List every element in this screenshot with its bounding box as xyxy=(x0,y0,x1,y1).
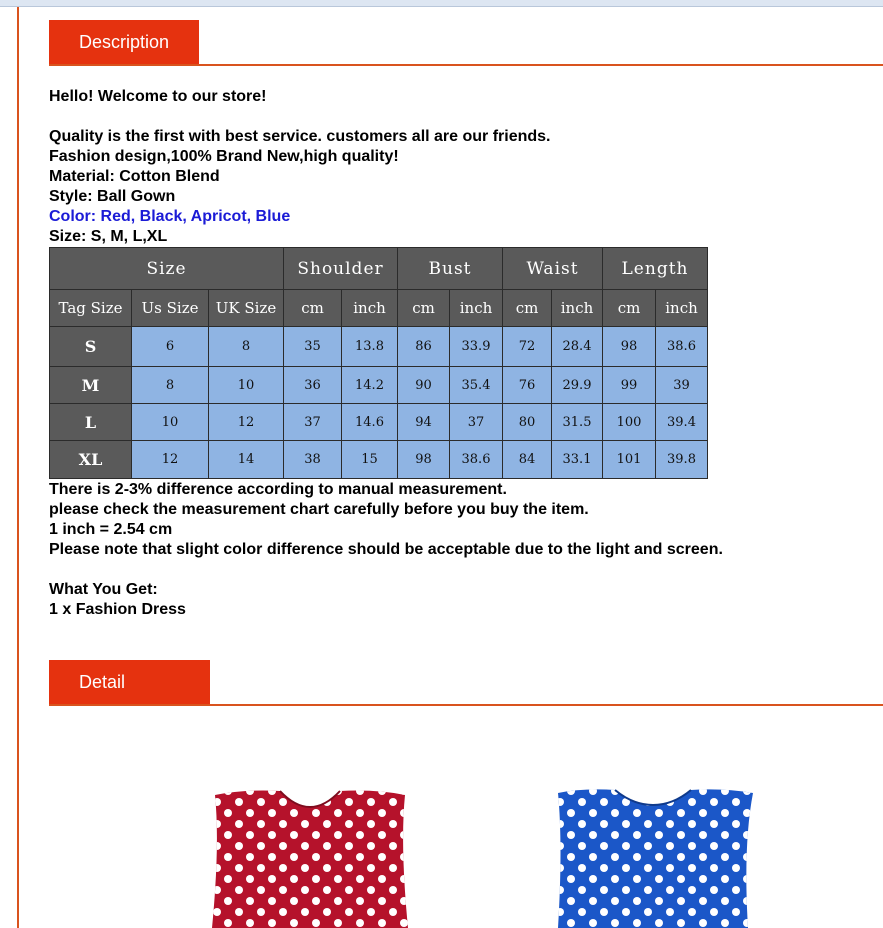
group-header-waist: Waist xyxy=(503,248,603,290)
size-value-cell: 35.4 xyxy=(450,367,503,404)
description-tab[interactable]: Description xyxy=(49,20,199,65)
subheader-length-inch: inch xyxy=(656,290,708,327)
description-text xyxy=(49,87,551,247)
subheader-bust-cm: cm xyxy=(398,290,450,327)
group-header-size: Size xyxy=(50,248,284,290)
size-value-cell: 37 xyxy=(284,404,342,441)
red-polka-dot-dress-image[interactable] xyxy=(200,785,420,928)
size-value-cell: 28.4 xyxy=(552,327,603,367)
blue-polka-dot-dress-image[interactable] xyxy=(543,785,763,928)
size-value-cell: 98 xyxy=(398,441,450,479)
size-value-cell: 36 xyxy=(284,367,342,404)
size-value-cell: 90 xyxy=(398,367,450,404)
notes-text xyxy=(49,480,723,620)
description-section-header xyxy=(49,20,883,66)
size-value-cell: 76 xyxy=(503,367,552,404)
subheader-shoulder-inch: inch xyxy=(342,290,398,327)
fashion-line: Fashion design,100% Brand New,high quality! xyxy=(49,148,399,165)
size-value-cell: 12 xyxy=(132,441,209,479)
subheader-shoulder-cm: cm xyxy=(284,290,342,327)
size-row xyxy=(50,367,708,404)
subheader-bust-inch: inch xyxy=(450,290,503,327)
tag-size-cell: XL xyxy=(50,441,132,479)
size-line: Size: S, M, L,XL xyxy=(49,228,168,245)
size-value-cell: 33.1 xyxy=(552,441,603,479)
size-row xyxy=(50,327,708,367)
size-value-cell: 80 xyxy=(503,404,552,441)
size-value-cell: 14.6 xyxy=(342,404,398,441)
size-value-cell: 98 xyxy=(603,327,656,367)
size-value-cell: 8 xyxy=(132,367,209,404)
size-value-cell: 14.2 xyxy=(342,367,398,404)
package-item: 1 x Fashion Dress xyxy=(49,601,186,618)
what-you-get-label: What You Get: xyxy=(49,581,158,598)
top-frame-bar xyxy=(0,0,883,7)
material-line: Material: Cotton Blend xyxy=(49,168,220,185)
size-chart-table xyxy=(49,247,708,479)
check-note: please check the measurement chart carefully before you buy the item. xyxy=(49,501,589,518)
size-value-cell: 14 xyxy=(209,441,284,479)
size-value-cell: 84 xyxy=(503,441,552,479)
subheader-waist-inch: inch xyxy=(552,290,603,327)
size-value-cell: 86 xyxy=(398,327,450,367)
size-value-cell: 99 xyxy=(603,367,656,404)
size-value-cell: 6 xyxy=(132,327,209,367)
detail-image-rule xyxy=(49,704,883,706)
size-value-cell: 39.8 xyxy=(656,441,708,479)
detail-image-tab[interactable]: Detail Image xyxy=(49,660,210,705)
size-value-cell: 33.9 xyxy=(450,327,503,367)
description-rule xyxy=(49,64,883,66)
welcome-line: Hello! Welcome to our store! xyxy=(49,88,267,105)
size-value-cell: 12 xyxy=(209,404,284,441)
left-border-line xyxy=(17,7,19,928)
size-value-cell: 13.8 xyxy=(342,327,398,367)
tag-size-cell: L xyxy=(50,404,132,441)
style-line: Style: Ball Gown xyxy=(49,188,176,205)
color-difference-note: Please note that slight color difference should be acceptable due to the light and screen. xyxy=(49,541,723,558)
size-value-cell: 31.5 xyxy=(552,404,603,441)
size-value-cell: 94 xyxy=(398,404,450,441)
detail-image-section-header xyxy=(49,660,883,737)
size-value-cell: 39.4 xyxy=(656,404,708,441)
size-value-cell: 37 xyxy=(450,404,503,441)
subheader-tag-size: Tag Size xyxy=(50,290,132,327)
tag-size-cell: M xyxy=(50,367,132,404)
size-value-cell: 39 xyxy=(656,367,708,404)
size-value-cell: 10 xyxy=(209,367,284,404)
size-value-cell: 10 xyxy=(132,404,209,441)
subheader-length-cm: cm xyxy=(603,290,656,327)
color-line: Color: Red, Black, Apricot, Blue xyxy=(49,208,291,225)
difference-note: There is 2-3% difference according to manual measurement. xyxy=(49,481,507,498)
size-value-cell: 29.9 xyxy=(552,367,603,404)
group-header-bust: Bust xyxy=(398,248,503,290)
group-header-length: Length xyxy=(603,248,708,290)
size-row xyxy=(50,404,708,441)
size-value-cell: 72 xyxy=(503,327,552,367)
tag-size-cell: S xyxy=(50,327,132,367)
quality-line: Quality is the first with best service. customers all are our friends. xyxy=(49,128,551,145)
subheader-uk-size: UK Size xyxy=(209,290,284,327)
group-header-shoulder: Shoulder xyxy=(284,248,398,290)
subheader-waist-cm: cm xyxy=(503,290,552,327)
size-value-cell: 100 xyxy=(603,404,656,441)
subheader-us-size: Us Size xyxy=(132,290,209,327)
size-value-cell: 38 xyxy=(284,441,342,479)
size-value-cell: 8 xyxy=(209,327,284,367)
size-value-cell: 38.6 xyxy=(656,327,708,367)
conversion-note: 1 inch = 2.54 cm xyxy=(49,521,173,538)
size-value-cell: 101 xyxy=(603,441,656,479)
size-value-cell: 35 xyxy=(284,327,342,367)
size-value-cell: 15 xyxy=(342,441,398,479)
size-value-cell: 38.6 xyxy=(450,441,503,479)
size-row xyxy=(50,441,708,479)
